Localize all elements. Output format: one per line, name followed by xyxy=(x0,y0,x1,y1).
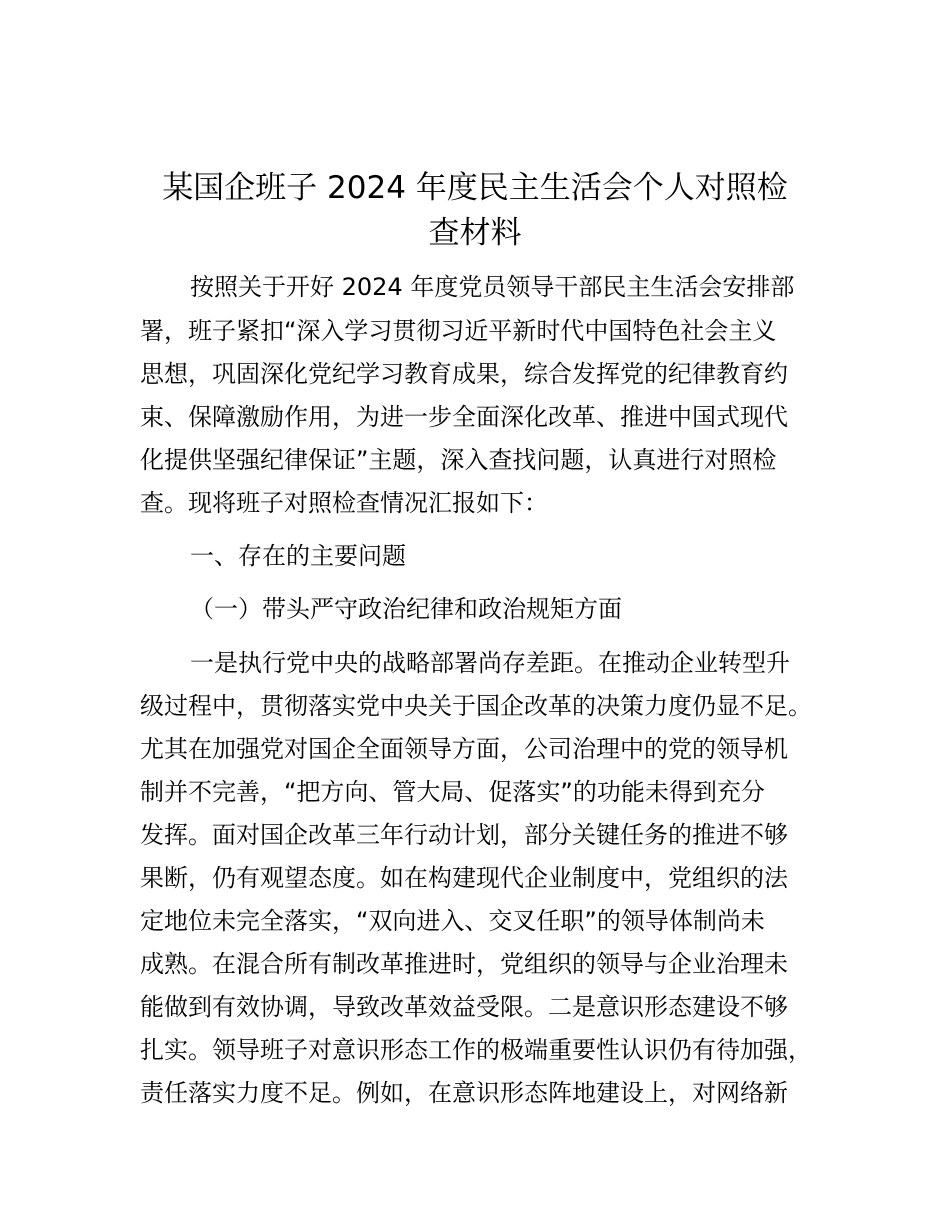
paragraph-line: 思想，巩固深化党纪学习教育成果，综合发挥党的纪律教育约 xyxy=(140,360,788,388)
paragraph-line: 尤其在加强党对国企全面领导方面，公司治理中的党的领导机 xyxy=(140,735,788,763)
subsection-heading: （一）带头严守政治纪律和政治规矩方面 xyxy=(190,595,622,623)
paragraph-line: 级过程中，贯彻落实党中央关于国企改革的决策力度仍显不足。 xyxy=(140,692,812,720)
paragraph-line: 一是执行党中央的战略部署尚存差距。在推动企业转型升 xyxy=(190,649,790,677)
paragraph-line: 定地位未完全落实，“双向进入、交叉任职”的领导体制尚未 xyxy=(140,907,765,935)
paragraph-line: 制并不完善，“把方向、管大局、促落实”的功能未得到充分 xyxy=(140,778,765,806)
paragraph-line: 署，班子紧扣“深入学习贯彻习近平新时代中国特色社会主义 xyxy=(140,317,777,345)
document-title-line-2: 查材料 xyxy=(428,215,522,251)
document-title-line-1: 某国企班子 2024 年度民主生活会个人对照检 xyxy=(162,170,788,206)
paragraph-line: 束、保障激励作用，为进一步全面深化改革、推进中国式现代 xyxy=(140,403,788,431)
paragraph-line: 发挥。面对国企改革三年行动计划，部分关键任务的推进不够 xyxy=(140,821,788,849)
section-heading: 一、存在的主要问题 xyxy=(190,542,406,570)
paragraph-line: 化提供坚强纪律保证”主题，深入查找问题，认真进行对照检 xyxy=(140,446,777,474)
paragraph-line: 能做到有效协调，导致改革效益受限。二是意识形态建设不够 xyxy=(140,993,788,1021)
paragraph-line: 查。现将班子对照检查情况汇报如下： xyxy=(140,489,548,517)
paragraph-line: 果断，仍有观望态度。如在构建现代企业制度中，党组织的法 xyxy=(140,864,788,892)
paragraph-line: 成熟。在混合所有制改革推进时，党组织的领导与企业治理未 xyxy=(140,950,788,978)
paragraph-line: 按照关于开好 2024 年度党员领导干部民主生活会安排部 xyxy=(190,273,795,301)
paragraph-line: 扎实。领导班子对意识形态工作的极端重要性认识仍有待加强， xyxy=(140,1036,812,1064)
paragraph-line: 责任落实力度不足。例如，在意识形态阵地建设上，对网络新 xyxy=(140,1079,788,1107)
